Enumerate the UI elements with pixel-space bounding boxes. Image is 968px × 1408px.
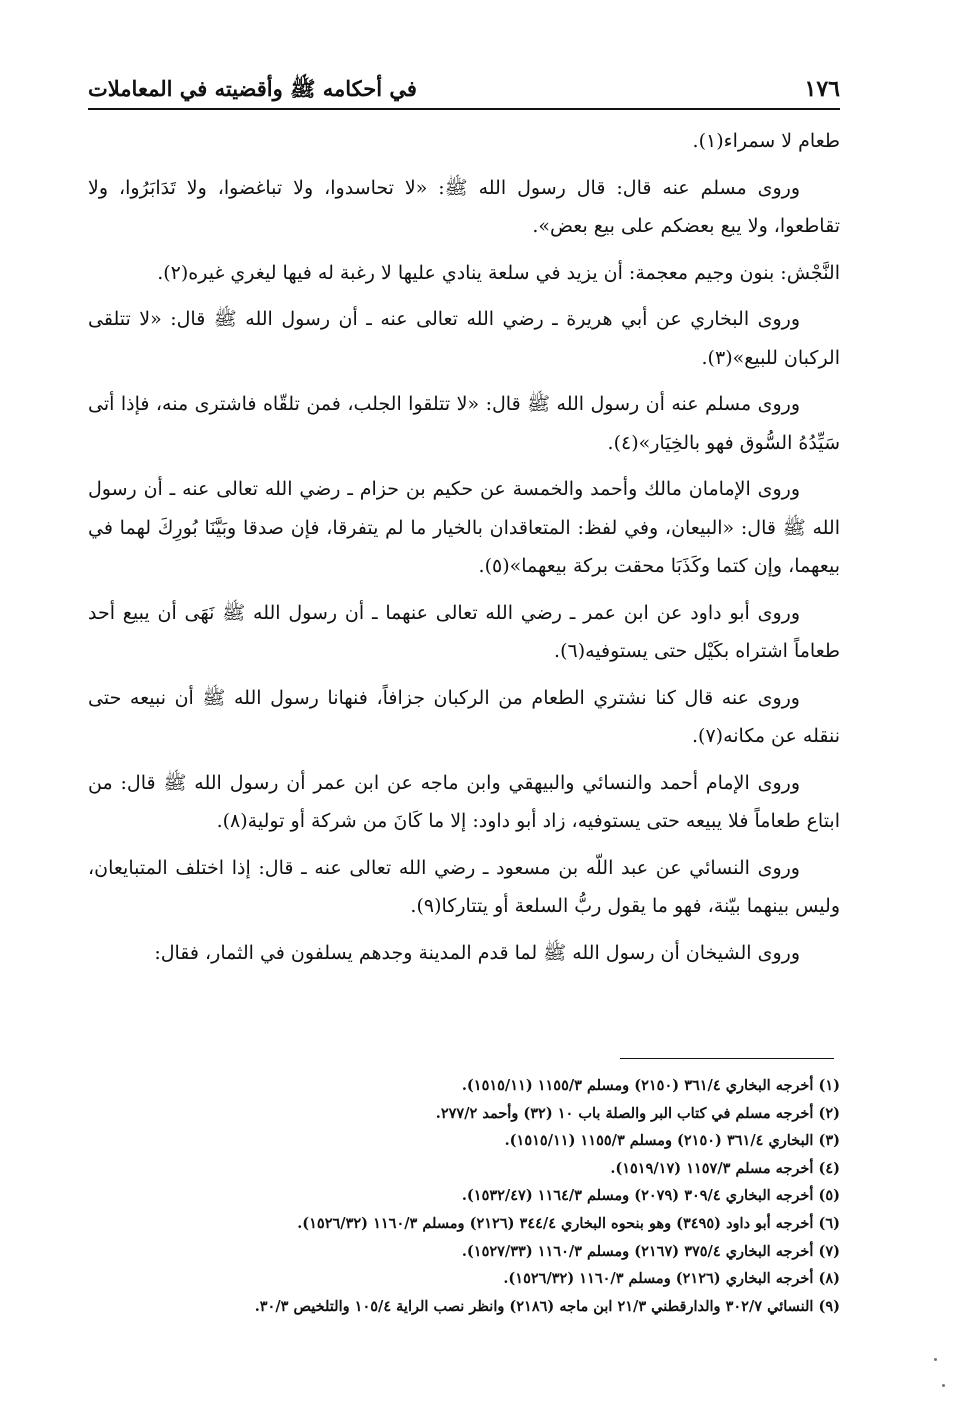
scan-speck [942, 1384, 945, 1387]
main-text [88, 122, 840, 980]
paragraph: النَّجْش: بنون وجيم معجمة: أن يزيد في سلعة ينادي عليها لا رغبة له فيها ليغري غيره(٢). [157, 261, 840, 284]
footnote: (٣) البخاري ٣٦١/٤ (٢١٥٠) ومسلم ١١٥٥/٣ (١٥١٥/١١). [504, 1132, 840, 1150]
paragraph: وروى الإمامان مالك وأحمد والخمسة عن حكيم بن حزام ـ رضي الله تعالى عنه ـ أن رسول الله ﷺ قال: «البيعان، وفي لفظ: المتعاقدان بالخيار ما لم يتفرقا، فإن صدقا وبَيَّنَا بُورِكَ لهما في بيعهما، وإن كتما وكَذَبَا محقت بركة بيعهما»(٥). [88, 478, 840, 577]
footnote: (٦) أخرجه أبو داود (٣٤٩٥) وهو بنحوه البخاري ٣٤٤/٤ (٢١٢٦) ومسلم ١١٦٠/٣ (١٥٢٦/٣٢). [297, 1214, 840, 1232]
footnote: (٢) أخرجه مسلم في كتاب البر والصلة باب ١٠ (٣٢) وأحمد ٢٧٧/٢. [435, 1104, 840, 1122]
footnote: (٨) أخرجه البخاري (٢١٢٦) ومسلم ١١٦٠/٣ (١٥٢٦/٣٢). [503, 1270, 840, 1288]
footnote: (١) أخرجه البخاري ٣٦١/٤ (٢١٥٠) ومسلم ١١٥٥/٣ (١٥١٥/١١). [461, 1077, 840, 1094]
footnotes [88, 1072, 840, 1320]
paragraph: وروى أبو داود عن ابن عمر ـ رضي الله تعالى عنهما ـ أن رسول الله ﷺ نَهَى أن يبيع أحد طعاماً اشتراه بكَيْل حتى يستوفيه(٦). [88, 601, 840, 662]
running-title: في أحكامه ﷺ وأقضيته في المعاملات [88, 76, 417, 101]
paragraph: وروى عنه قال كنا نشتري الطعام من الركبان جزافاً، فنهانا رسول الله ﷺ أن نبيعه حتى ننقله عن مكانه(٧). [88, 686, 840, 747]
page-header [88, 72, 840, 108]
footnote: (٤) أخرجه مسلم ١١٥٧/٣ (١٥١٩/١٧). [610, 1159, 840, 1177]
paragraph: وروى الشيخان أن رسول الله ﷺ لما قدم المدينة وجدهم يسلفون في الثمار، فقال: [154, 941, 800, 964]
footnote: (٧) أخرجه البخاري ٣٧٥/٤ (٢١٦٧) ومسلم ١١٦٠/٣ (١٥٢٧/٣٣). [461, 1242, 840, 1260]
footnote: (٥) أخرجه البخاري ٣٠٩/٤ (٢٠٧٩) ومسلم ١١٦٤/٣ (١٥٣٢/٤٧). [461, 1187, 840, 1205]
paragraph: وروى مسلم عنه أن رسول الله ﷺ قال: «لا تتلقوا الجلب، فمن تلقّاه فاشترى منه، فإذا أتى سَيِّدُهُ السُّوق فهو بالخِيَار»(٤). [88, 393, 840, 454]
paragraph: وروى البخاري عن أبي هريرة ـ رضي الله تعالى عنه ـ أن رسول الله ﷺ قال: «لا تتلقى الركبان للبيع»(٣). [88, 308, 840, 369]
scan-speck [934, 1358, 937, 1361]
footnote-rule [620, 1058, 834, 1059]
paragraph: طعام لا سمراء(١). [692, 130, 840, 152]
footnote: (٩) النسائي ٣٠٢/٧ والدارقطني ٢١/٣ ابن ماجه (٢١٨٦) وانظر نصب الراية ١٠٥/٤ والتلخيص ٣٠/٣. [254, 1297, 840, 1315]
paragraph: وروى الإمام أحمد والنسائي والبيهقي وابن ماجه عن ابن عمر أن رسول الله ﷺ قال: من ابتاع طعاماً فلا يبيعه حتى يستوفيه، زاد أبو داود: إلا ما كَانَ من شركة أو تولية(٨). [88, 771, 840, 832]
page-number: ١٧٦ [804, 76, 840, 102]
paragraph: وروى مسلم عنه قال: قال رسول الله ﷺ: «لا تحاسدوا، ولا تباغضوا، ولا تَدَابَرُوا، ولا تقاطعوا، ولا يبع بعضكم على بيع بعض». [88, 176, 840, 237]
paragraph: وروى النسائي عن عبد اللّه بن مسعود ـ رضي الله تعالى عنه ـ قال: إذا اختلف المتبايعان، وليس بينهما بيّنة، فهو ما يقول ربُّ السلعة أو يتتاركا(٩). [88, 856, 840, 917]
header-rule [88, 108, 840, 110]
